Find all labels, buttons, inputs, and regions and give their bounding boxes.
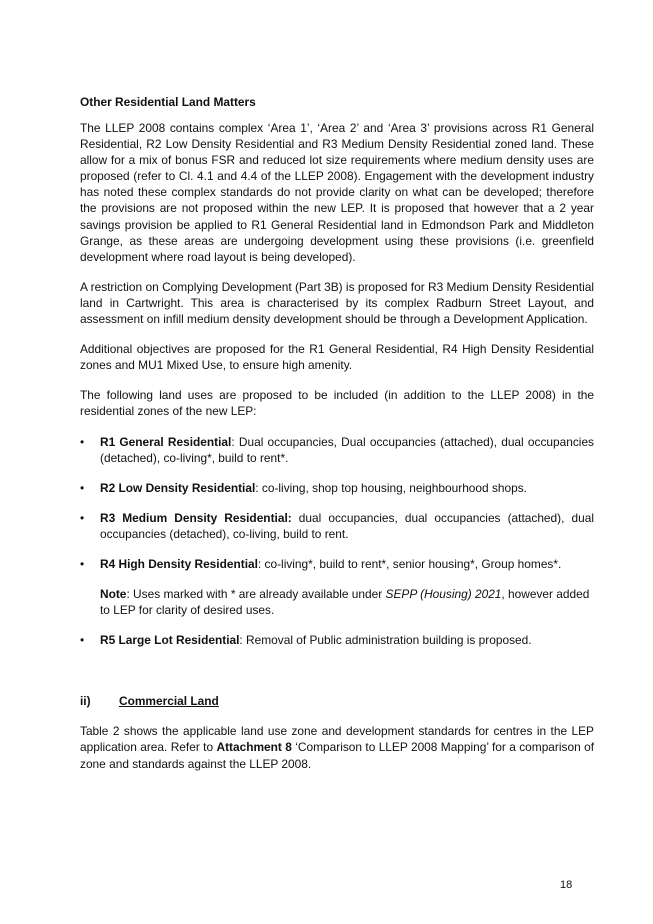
paragraph-area-provisions: The LLEP 2008 contains complex ‘Area 1’, ‘Area 2’ and ‘Area 3’ provisions across R1 General Residential, R2 Low Density Residential and R3 Medium Density Residential zoned land. These allow for a mix of bonus FSR and reduced lot size requirements where medium density uses are proposed (refer to Cl. 4.1 and 4.4 of the LLEP 2008). Engagement with the development industry has noted these complex standards do not provide clarity on what can be developed; therefore the provisions are not proposed within the new LEP. It is proposed that however that a 2 year savings provision be applied to R1 General Residential land in Edmondson Park and Middleton Grange, as these areas are undergoing development using these provisions (i.e. greenfield development where road layout is being developed). <box>80 121 594 264</box>
land-use-list <box>80 434 594 466</box>
paragraph-land-uses-intro: The following land uses are proposed to be included (in addition to the LLEP 2008) in the residential zones of the new LEP: <box>80 388 594 419</box>
note-label: Note <box>100 587 127 602</box>
bullet-icon: • <box>80 434 85 449</box>
zone-label: R4 High Density Residential <box>100 556 258 571</box>
paragraph-commercial-land <box>80 723 594 771</box>
section-heading-commercial <box>80 693 594 709</box>
note-text-a: : Uses marked with * are already available under <box>126 587 386 602</box>
attachment-reference: Attachment 8 <box>216 740 292 755</box>
zone-uses: co-living*, build to rent*, senior housing*, Group homes*. <box>261 556 562 571</box>
separator: : <box>239 633 243 648</box>
para-text-b: ‘Comparison to LLEP 2008 Mapping’ for a comparison of zone and standards against the LLEP 2008. <box>80 740 594 771</box>
list-item-r4 <box>80 556 594 572</box>
note-text-b: , however added to LEP for clarity of desired uses. <box>100 587 590 618</box>
list-item-r3 <box>80 510 594 542</box>
land-use-list-r4 <box>80 556 594 572</box>
paragraph-additional-objectives: Additional objectives are proposed for the R1 General Residential, R4 High Density Residential zones and MU1 Mixed Use, to ensure high amenity. <box>80 342 594 373</box>
section-number: ii) <box>80 694 91 709</box>
list-item-r1 <box>80 434 594 466</box>
bullet-icon: • <box>80 556 85 571</box>
separator: : <box>257 556 262 571</box>
note-sepp-reference: SEPP (Housing) 2021 <box>385 587 502 602</box>
separator: : <box>231 434 235 449</box>
list-item-r2 <box>80 480 594 496</box>
separator: : <box>255 480 259 495</box>
land-use-list-r2 <box>80 480 594 496</box>
zone-label: R1 General Residential <box>100 434 232 449</box>
land-use-list-r3 <box>80 510 594 542</box>
zone-label: R2 Low Density Residential <box>100 480 256 495</box>
zone-label: R5 Large Lot Residential <box>100 633 240 648</box>
list-item-r5 <box>80 632 594 648</box>
zone-uses: co-living, shop top housing, neighbourhood shops. <box>258 480 527 495</box>
section-title: Commercial Land <box>119 694 219 709</box>
note <box>80 586 594 618</box>
bullet-icon: • <box>80 510 85 525</box>
land-use-list-r5 <box>80 632 594 648</box>
zone-uses: Removal of Public administration building is proposed. <box>242 633 532 648</box>
bullet-icon: • <box>80 633 85 648</box>
heading-other-residential: Other Residential Land Matters <box>80 95 256 109</box>
zone-uses: dual occupancies, dual occupancies (attached), dual occupancies (detached), co-living, build to rent. <box>100 510 594 541</box>
page-body <box>80 94 594 772</box>
bullet-icon: • <box>80 480 85 495</box>
paragraph-complying-development: A restriction on Complying Development (Part 3B) is proposed for R3 Medium Density Residential land in Cartwright. This area is characterised by its complex Radburn Street Layout, and assessment on infill medium density development should be through a Development Application. <box>80 279 594 327</box>
zone-label: R3 Medium Density Residential: <box>100 510 292 525</box>
zone-uses: Dual occupancies, Dual occupancies (attached), dual occupancies (detached), co-living*, build to rent*. <box>100 434 595 465</box>
page-number: 18 <box>560 879 573 891</box>
para-text-a: Table 2 shows the applicable land use zone and development standards for centres in the LEP application area. Refer to <box>80 724 594 755</box>
